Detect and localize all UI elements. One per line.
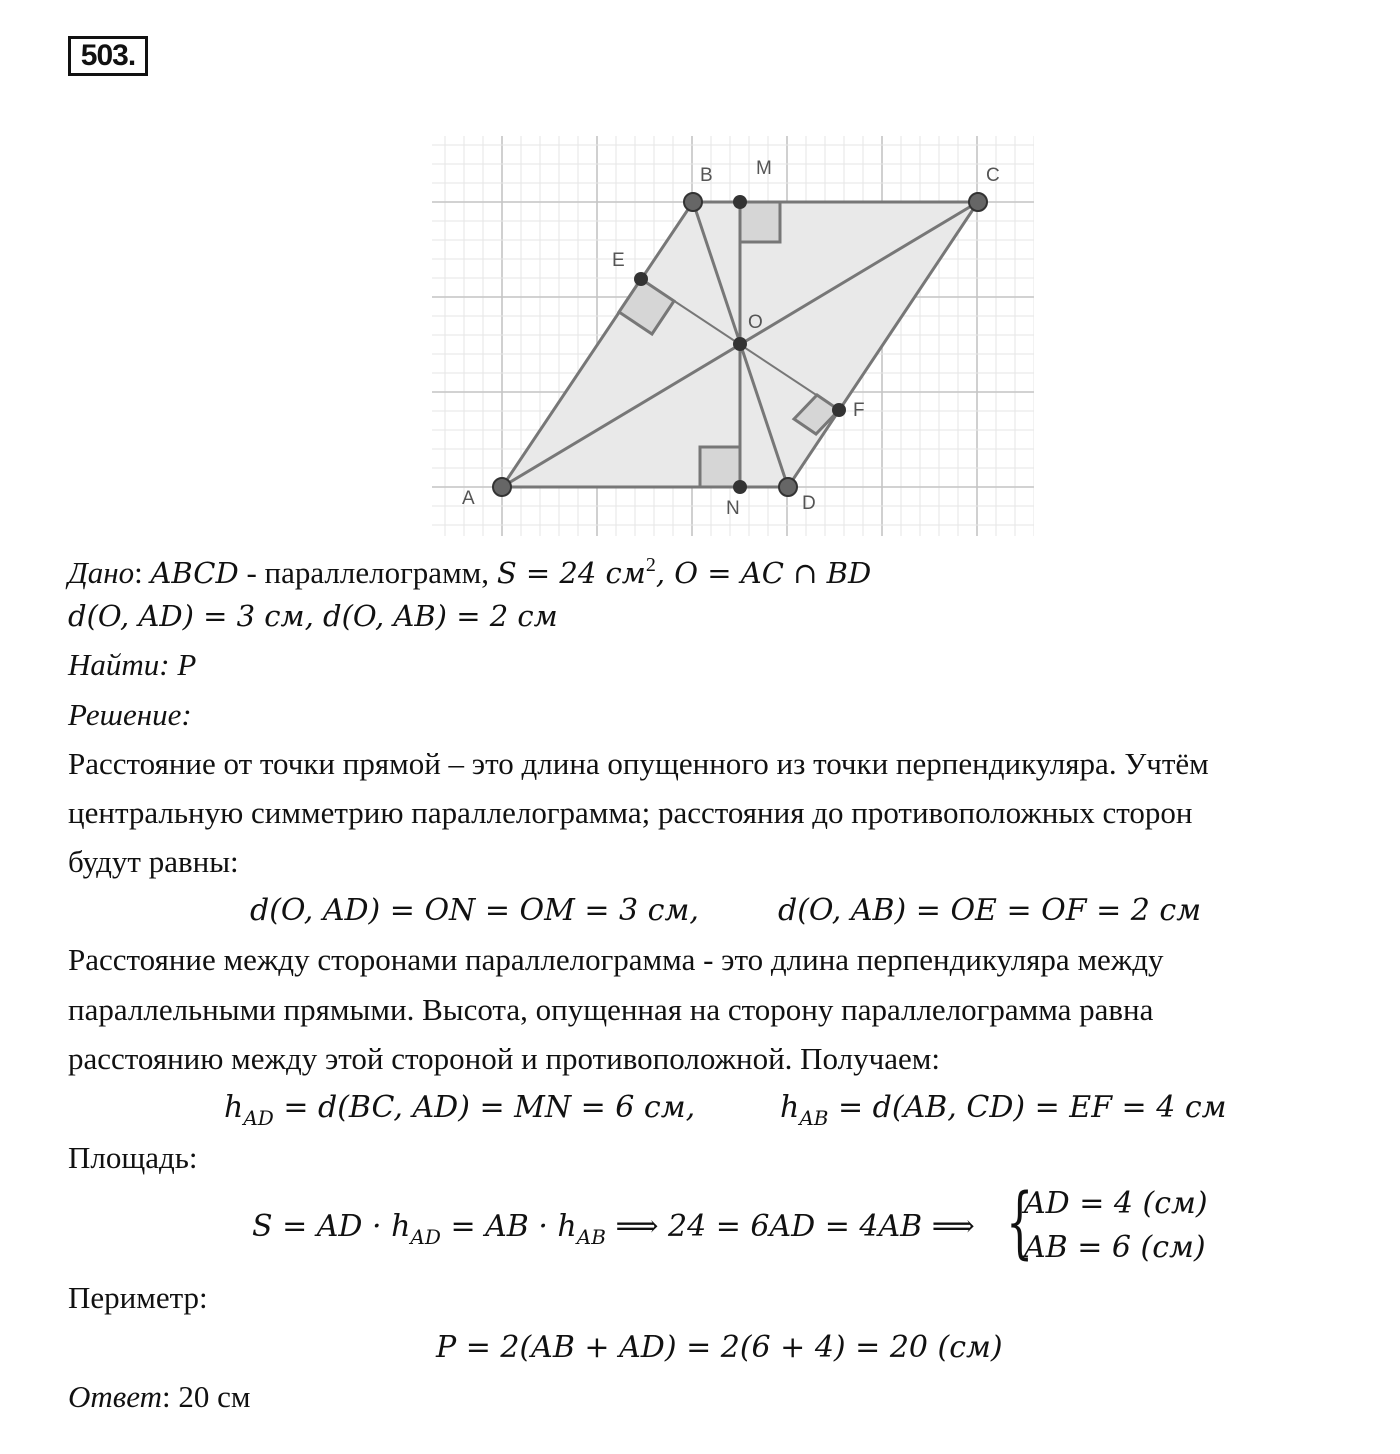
system-ad: AD = 4 (см) <box>1024 1186 1208 1221</box>
para1-line3: будут равны: <box>68 844 239 879</box>
given-desc: - параллелограмм, <box>238 555 497 590</box>
problem-number: 503. <box>68 36 148 76</box>
equation-height-ab: $h_{AB} = d(AB$, CD) = EF = 4 см <box>780 1090 1227 1130</box>
equation-area: S = AD · $h_{AD}$ = AB · $h_{AB}$ ⟹ 24 = 6AD = 4AB ⟹ <box>252 1209 975 1249</box>
label-n: N <box>726 498 740 519</box>
right-angle-n <box>700 447 740 487</box>
label-c: C <box>986 165 1000 186</box>
para1-line1: Расстояние от точки прямой – это длина опущенного из точки перпендикуляра. Учтём <box>68 746 1209 781</box>
para2-line2: параллельными прямыми. Высота, опущенная на сторону параллелограмма равна <box>68 992 1154 1027</box>
answer-value: : 20 см <box>161 1379 251 1414</box>
label-m: M <box>756 158 772 179</box>
point-e <box>612 250 648 286</box>
label-d: D <box>802 493 816 514</box>
given-label: Дано <box>68 555 135 590</box>
equation-distances-ad: d(O, AD) = ON = OM = 3 см, <box>250 893 699 928</box>
label-a: A <box>462 488 475 509</box>
point-a <box>462 478 511 509</box>
para1-line2: центральную симметрию параллелограмма; расстояния до противоположных сторон <box>68 795 1193 830</box>
point-d <box>779 478 816 514</box>
perimeter-label: Периметр: <box>68 1280 208 1315</box>
answer-line <box>68 1377 250 1417</box>
solution-label: Решение: <box>68 697 192 732</box>
label-b: B <box>700 165 713 186</box>
given-area: S = 24 см <box>496 556 646 590</box>
given-distances: d(O, AD) = 3 см, d(O, AB) = 2 см <box>68 599 558 633</box>
system-brace: { <box>1006 1178 1034 1268</box>
para2-line3: расстоянию между этой стороной и противоположной. Получаем: <box>68 1041 940 1076</box>
given-line: Дано: ABCD - параллелограмм, S = 24 $см^2$, O = AC ∩ BD <box>68 554 872 590</box>
right-angle-m <box>740 202 780 242</box>
equation-height-ad: $h_{AD} = d(BC$, AD) = MN = 6 см, <box>224 1090 696 1130</box>
area-label: Площадь: <box>68 1140 198 1175</box>
given-intersection: , O = AC ∩ BD <box>655 556 872 590</box>
para2-line1: Расстояние между сторонами параллелограмма - это длина перпендикуляра между <box>68 942 1164 977</box>
label-f: F <box>853 400 865 421</box>
equation-distances-ab: d(O, AB) = OE = OF = 2 см <box>778 893 1202 928</box>
answer-label: Ответ <box>68 1379 162 1414</box>
label-o: O <box>748 312 763 333</box>
equation-perimeter: P = 2(AB + AD) = 2(6 + 4) = 20 (см) <box>436 1330 1003 1365</box>
label-e: E <box>612 250 625 271</box>
parallelogram-figure <box>432 136 1034 536</box>
point-c <box>969 165 1000 211</box>
find-line: Найти: P <box>68 647 197 682</box>
given-figure: ABCD <box>150 556 239 590</box>
system-ab: AB = 6 (см) <box>1024 1230 1206 1265</box>
given-area-sup: 2 <box>645 554 656 576</box>
